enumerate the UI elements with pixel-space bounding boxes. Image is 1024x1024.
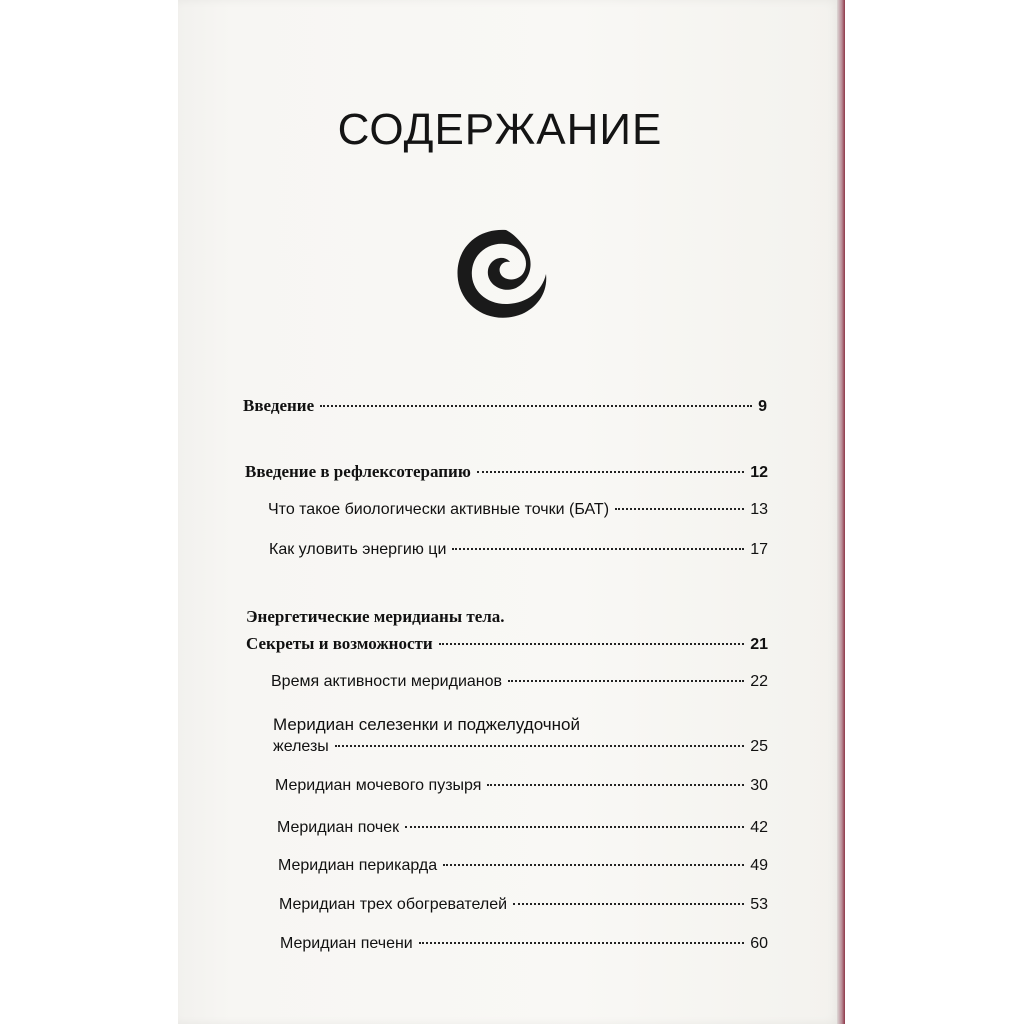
toc-entry-page: 42 <box>750 819 768 836</box>
dot-leader <box>405 826 744 828</box>
toc-entry-title-line1: Меридиан селезенки и поджелудочной <box>273 715 580 734</box>
toc-entry-page: 17 <box>750 541 768 558</box>
toc-entry-title: Меридиан печени <box>280 935 413 952</box>
dot-leader <box>487 784 744 786</box>
toc-entry-page: 60 <box>750 935 768 952</box>
toc-entry-title: Время активности меридианов <box>271 673 503 690</box>
toc-entry-title: Как уловить энергию ци <box>269 541 447 558</box>
toc-entry-title: Меридиан почек <box>277 819 400 836</box>
toc-entry-title: Что такое биологически активные точки (БАТ) <box>268 501 610 518</box>
toc-entry-title: железы <box>273 738 329 755</box>
toc-entry-page: 13 <box>750 501 768 518</box>
toc-entry[interactable] <box>279 896 768 914</box>
toc-entry[interactable] <box>280 935 768 953</box>
toc-entry[interactable] <box>275 777 768 795</box>
toc-entry-page: 12 <box>750 464 768 481</box>
toc-entry[interactable] <box>268 501 768 519</box>
toc-entry-title: Секреты и возможности <box>246 634 433 653</box>
dot-leader <box>615 508 744 510</box>
dot-leader <box>452 548 744 550</box>
page-title: СОДЕРЖАНИЕ <box>337 105 663 154</box>
toc-entry-title: Введение <box>243 396 315 415</box>
toc-entry-page: 53 <box>750 896 768 913</box>
dot-leader <box>477 471 744 473</box>
toc-entry-page: 30 <box>750 777 768 794</box>
toc-entry-title: Введение в рефлексотерапию <box>245 462 471 481</box>
toc-entry-page: 21 <box>750 636 768 653</box>
dot-leader <box>508 680 744 682</box>
dot-leader <box>335 745 744 747</box>
toc-entry-page: 49 <box>750 857 768 874</box>
toc-entry-title-line1: Энергетические меридианы тела. <box>246 607 505 626</box>
toc-entry-title: Меридиан перикарда <box>278 857 438 874</box>
swirl-logo-icon <box>446 222 556 332</box>
toc-entry-title: Меридиан мочевого пузыря <box>275 777 482 794</box>
toc-entry[interactable] <box>278 857 768 875</box>
toc-entry[interactable] <box>245 462 768 482</box>
book-edge <box>837 0 845 1024</box>
toc-entry[interactable] <box>246 634 768 654</box>
toc-entry[interactable] <box>273 738 768 756</box>
toc-entry[interactable] <box>277 819 768 837</box>
dot-leader <box>320 405 752 407</box>
toc-entry-title: Меридиан трех обогревателей <box>279 896 508 913</box>
dot-leader <box>513 903 744 905</box>
dot-leader <box>443 864 744 866</box>
toc-entry[interactable] <box>271 673 768 691</box>
toc-entry-page: 25 <box>750 738 768 755</box>
dot-leader <box>419 942 744 944</box>
dot-leader <box>439 643 745 645</box>
toc-entry[interactable] <box>243 396 767 416</box>
toc-entry[interactable] <box>269 541 768 559</box>
toc-entry-page: 9 <box>758 398 767 415</box>
toc-entry-page: 22 <box>750 673 768 690</box>
